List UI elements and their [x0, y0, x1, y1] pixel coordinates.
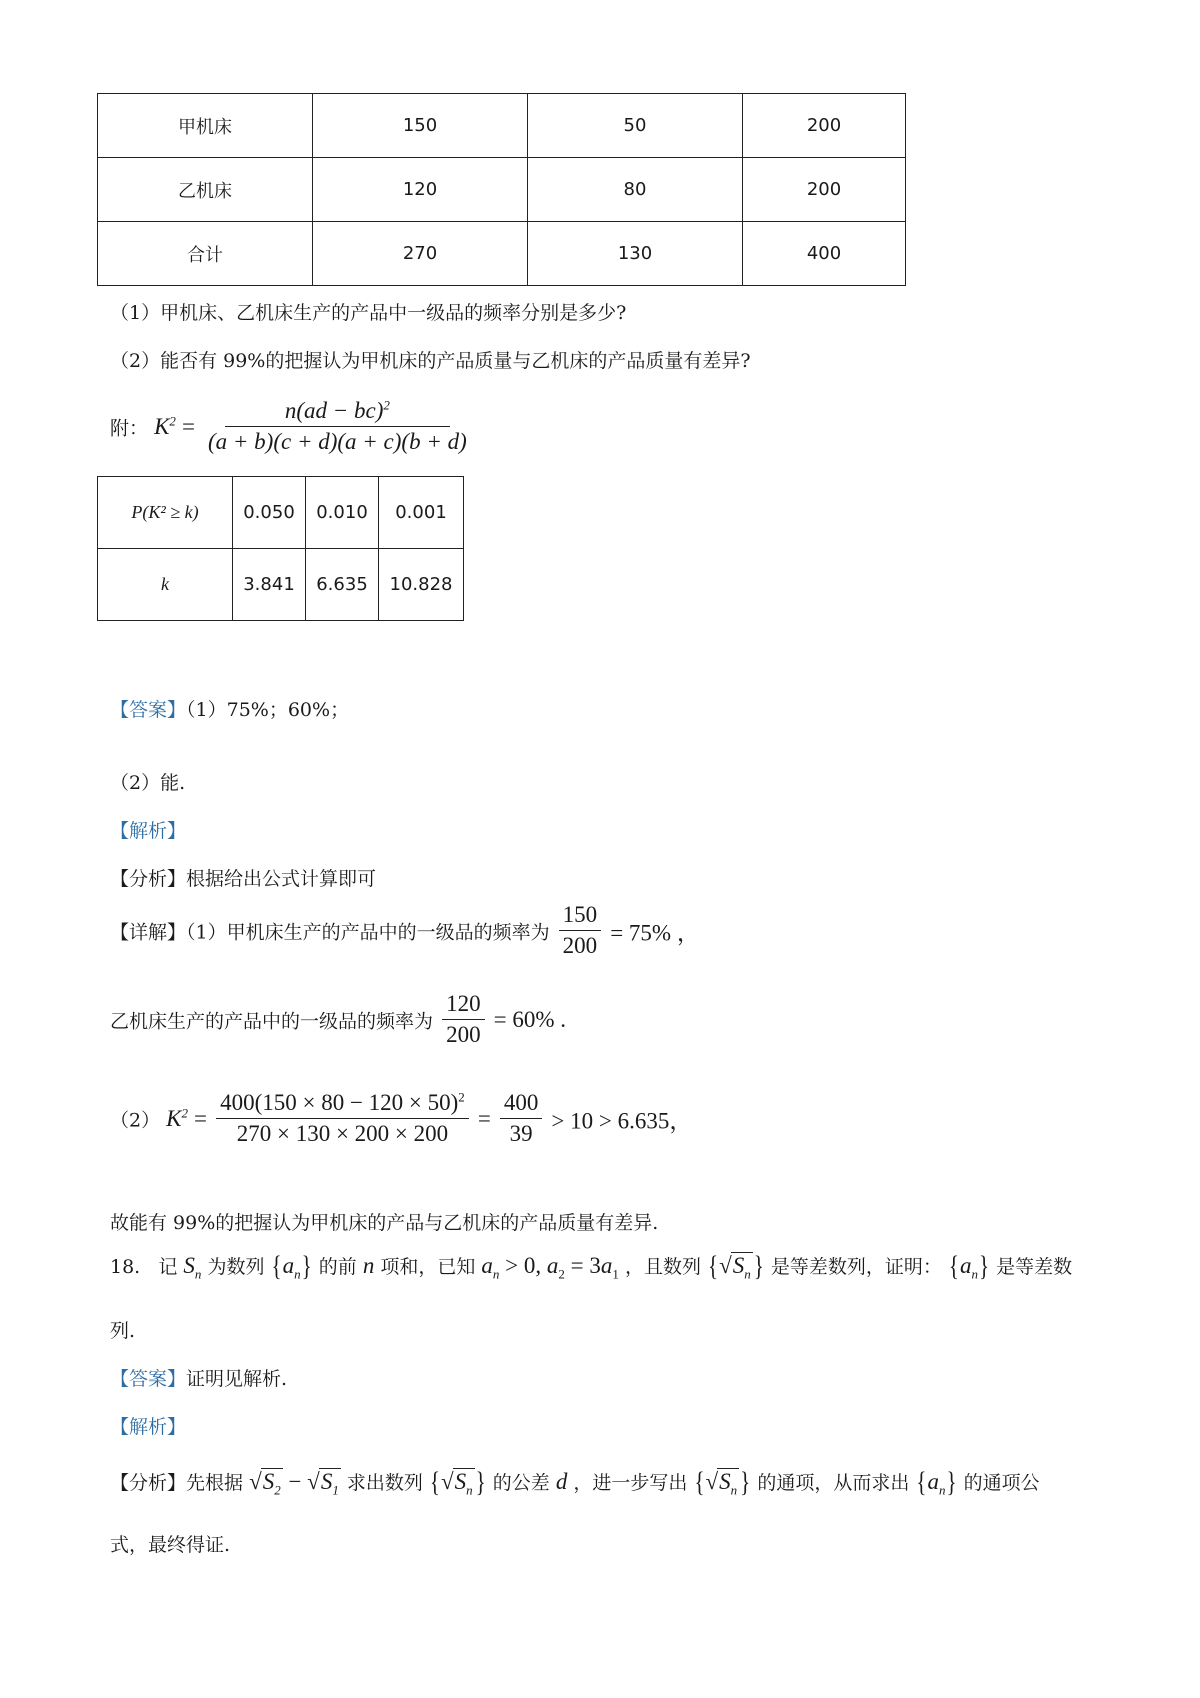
- table-cell: 80: [528, 158, 743, 222]
- question-1: （1）甲机床、乙机床生产的产品中一级品的频率分别是多少?: [110, 302, 627, 324]
- table-cell: P(K² ≥ k): [98, 477, 233, 549]
- k2-computation: （2） $K^2$ = $\frac{400(150 \times 80 - 120 \times 50)^2}{270 \times 130 \times 200 \times 200}$ = $\frac{400}{39}$ > 10 > 6.635，: [110, 1089, 693, 1147]
- appendix-label: 附：: [110, 417, 149, 440]
- table-row: [98, 222, 906, 286]
- table-cell: 10.828: [379, 549, 464, 621]
- answer-tag: 【答案】: [110, 1368, 187, 1390]
- table-cell: 50: [528, 94, 743, 158]
- table-row: [98, 549, 464, 621]
- answer-tag: 【答案】: [110, 699, 187, 721]
- question-number: 18.: [110, 1256, 141, 1278]
- table-cell: 120: [313, 158, 528, 222]
- table-cell: 270: [313, 222, 528, 286]
- appendix-formula: 附： $K^2$ = $\frac{n(ad - bc)^2}{(a + b)(c + d)(a + c)(b + d)}$: [110, 398, 474, 456]
- fraction: $\frac{400}{39}$: [500, 1090, 543, 1148]
- table-cell: 0.050: [233, 477, 306, 549]
- answer-18: 【答案】证明见解析.: [110, 1368, 288, 1390]
- answer-17: [110, 695, 349, 722]
- table-row: [98, 158, 906, 222]
- analysis-fenxi: 【分析】根据给出公式计算即可: [110, 868, 377, 890]
- analysis-tag: 【解析】: [110, 820, 187, 842]
- table-cell: 3.841: [233, 549, 306, 621]
- table-cell: 合计: [98, 222, 313, 286]
- answer-text: （1）75%；60%；: [186, 699, 350, 721]
- production-table: [97, 93, 906, 286]
- answer-17-part2: （2）能.: [110, 772, 186, 794]
- fraction: $\frac{120}{200}$: [442, 991, 485, 1049]
- question-2: （2）能否有 99%的把握认为甲机床的产品质量与乙机床的产品质量有差异?: [110, 350, 751, 372]
- analysis-18: 【分析】先根据 $√S_2 - √S_1$ 求出数列 {$√S_n$ } 的公差 d ，进一步写出 {$√S_n$ } 的通项，从而求出 $\{a_n\}$ 的通项公: [110, 1465, 1040, 1499]
- table-cell: 6.635: [306, 549, 379, 621]
- formula-lhs: $K^2$: [154, 413, 176, 440]
- table-cell: k: [98, 549, 233, 621]
- table-row: [98, 94, 906, 158]
- conclusion-17: 故能有 99%的把握认为甲机床的产品与乙机床的产品质量有差异.: [110, 1212, 659, 1234]
- table-cell: 200: [743, 158, 906, 222]
- table-cell: 乙机床: [98, 158, 313, 222]
- table-row: [98, 477, 464, 549]
- table-cell: 150: [313, 94, 528, 158]
- fraction: $\frac{400(150 \times 80 - 120 \times 50)^2}{270 \times 130 \times 200 \times 200}$: [216, 1090, 469, 1148]
- formula-fraction: $\frac{n(ad - bc)^2}{(a + b)(c + d)(a + c)(b + d)}$: [207, 397, 467, 455]
- analysis-tag: 【解析】: [110, 1416, 187, 1438]
- table-cell: 130: [528, 222, 743, 286]
- analysis-18-cont: 式，最终得证.: [110, 1534, 231, 1556]
- detail-line-1: 【详解】（1）甲机床生产的产品中的一级品的频率为 $\frac{150}{200}$ = 75% ，: [110, 902, 700, 959]
- table-cell: 甲机床: [98, 94, 313, 158]
- table-cell: 0.010: [306, 477, 379, 549]
- table-cell: 0.001: [379, 477, 464, 549]
- critical-values-table: [97, 476, 464, 621]
- question-18: 18. 记 $S_n$ 为数列 $\{a_n\}$ 的前 n 项和，已知 $a_n > 0$, $a_2 = 3a_1$ ，且数列 {$√S_n$ } 是等差数列，证明： $\{a_n\}$ 是等差数: [110, 1249, 1073, 1283]
- table-cell: 200: [743, 94, 906, 158]
- question-18-cont: 列.: [110, 1320, 136, 1342]
- detail-line-2: 乙机床生产的产品中的一级品的频率为 $\frac{120}{200}$ = 60% .: [110, 991, 566, 1048]
- fraction: $\frac{150}{200}$: [559, 902, 602, 960]
- table-cell: 400: [743, 222, 906, 286]
